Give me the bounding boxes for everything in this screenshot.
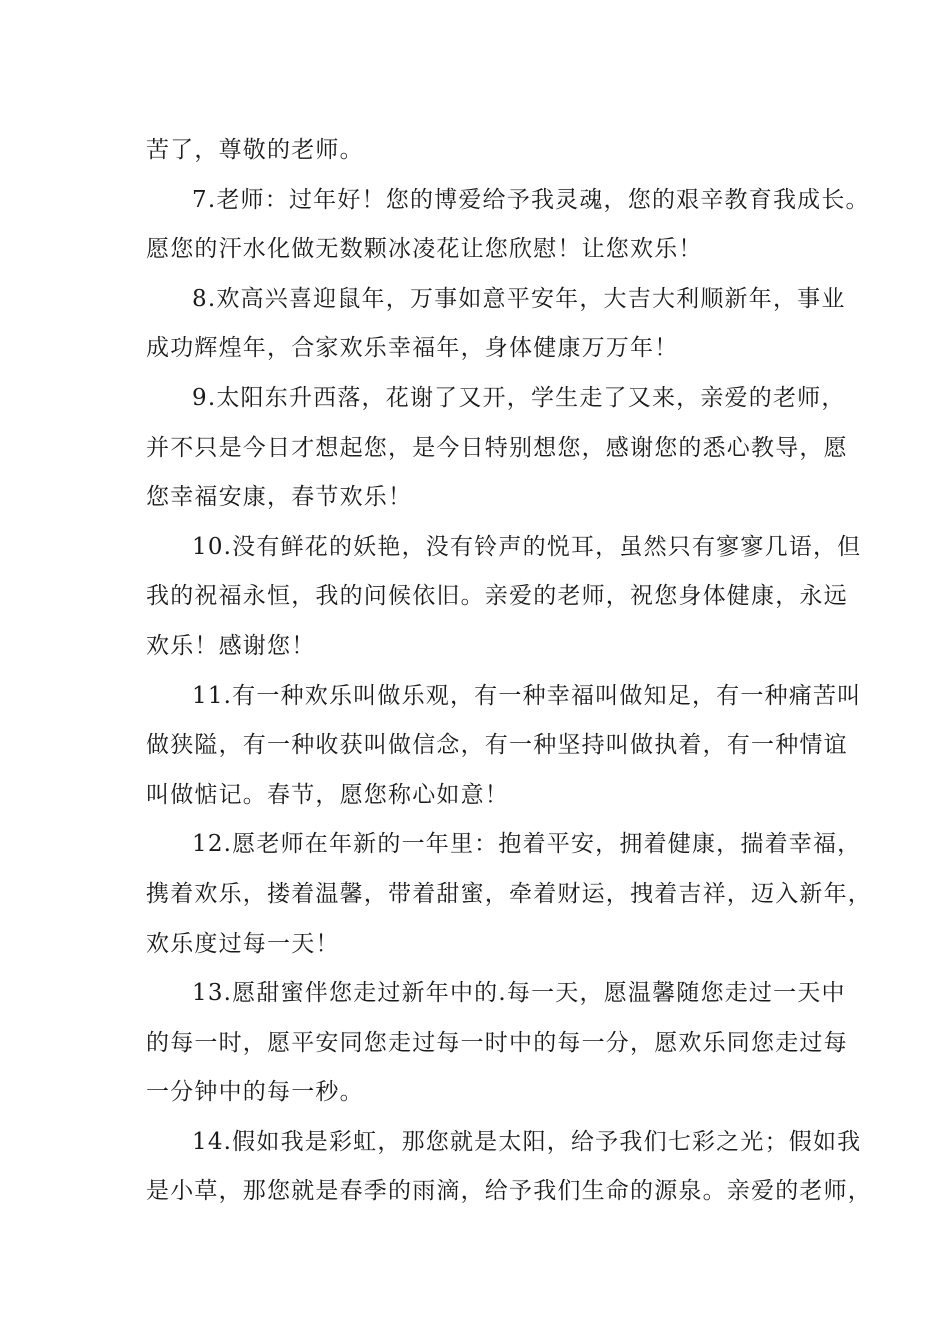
paragraph: [146, 275, 846, 374]
text-line: 12.愿老师在年新的一年里：抱着平安，拥着健康，揣着幸福，: [192, 831, 862, 858]
paragraph: [146, 672, 862, 821]
text-line: 并不只是今日才想起您，是今日特别想您，感谢您的悉心教导，愿: [146, 434, 848, 461]
text-line: 13.愿甜蜜伴您走过新年中的.每一天，愿温馨随您走过一天中: [192, 980, 846, 1007]
text-line: 欢乐度过每一天！: [146, 930, 340, 957]
text-line: 是小草，那您就是春季的雨滴，给予我们生命的源泉。亲爱的老师，: [146, 1178, 872, 1205]
paragraph: [146, 126, 826, 176]
text-line: 10.没有鲜花的妖艳，没有铃声的悦耳，虽然只有寥寥几语，但: [192, 533, 862, 560]
text-line: 的每一时，愿平安同您走过每一时中的每一分，愿欢乐同您走过每: [146, 1029, 848, 1056]
text-line: 一分钟中的每一秒。: [146, 1079, 364, 1106]
paragraph: [146, 969, 848, 1118]
text-line: 我的祝福永恒，我的问候依旧。亲爱的老师，祝您身体健康，永远: [146, 583, 848, 610]
text-line: 9.太阳东升西落，花谢了又开，学生走了又来，亲爱的老师，: [192, 384, 846, 411]
paragraph: [146, 176, 870, 275]
paragraph: [146, 1118, 872, 1217]
paragraph: [146, 374, 848, 523]
text-line: 11.有一种欢乐叫做乐观，有一种幸福叫做知足，有一种痛苦叫: [192, 682, 862, 709]
text-line: 欢乐！感谢您！: [146, 632, 316, 659]
paragraph: [146, 820, 872, 969]
text-line: 愿您的汗水化做无数颗冰凌花让您欣慰！让您欢乐！: [146, 236, 703, 263]
text-line: 您幸福安康，春节欢乐！: [146, 484, 413, 511]
text-line: 做狭隘，有一种收获叫做信念，有一种坚持叫做执着，有一种情谊: [146, 732, 848, 759]
text-line: 7.老师：过年好！您的博爱给予我灵魂，您的艰辛教育我成长。: [192, 186, 870, 213]
text-line: 8.欢高兴喜迎鼠年，万事如意平安年，大吉大利顺新年，事业: [192, 285, 846, 312]
paragraph: [146, 523, 862, 672]
document-body: [146, 126, 872, 1217]
text-line: 苦了，尊敬的老师。: [146, 137, 364, 163]
text-line: 14.假如我是彩虹，那您就是太阳，给予我们七彩之光；假如我: [192, 1128, 862, 1155]
text-line: 成功辉煌年，合家欢乐幸福年，身体健康万万年！: [146, 335, 679, 362]
text-line: 叫做惦记。春节，愿您称心如意！: [146, 781, 509, 808]
text-line: 携着欢乐，搂着温馨，带着甜蜜，牵着财运，拽着吉祥，迈入新年，: [146, 880, 872, 907]
